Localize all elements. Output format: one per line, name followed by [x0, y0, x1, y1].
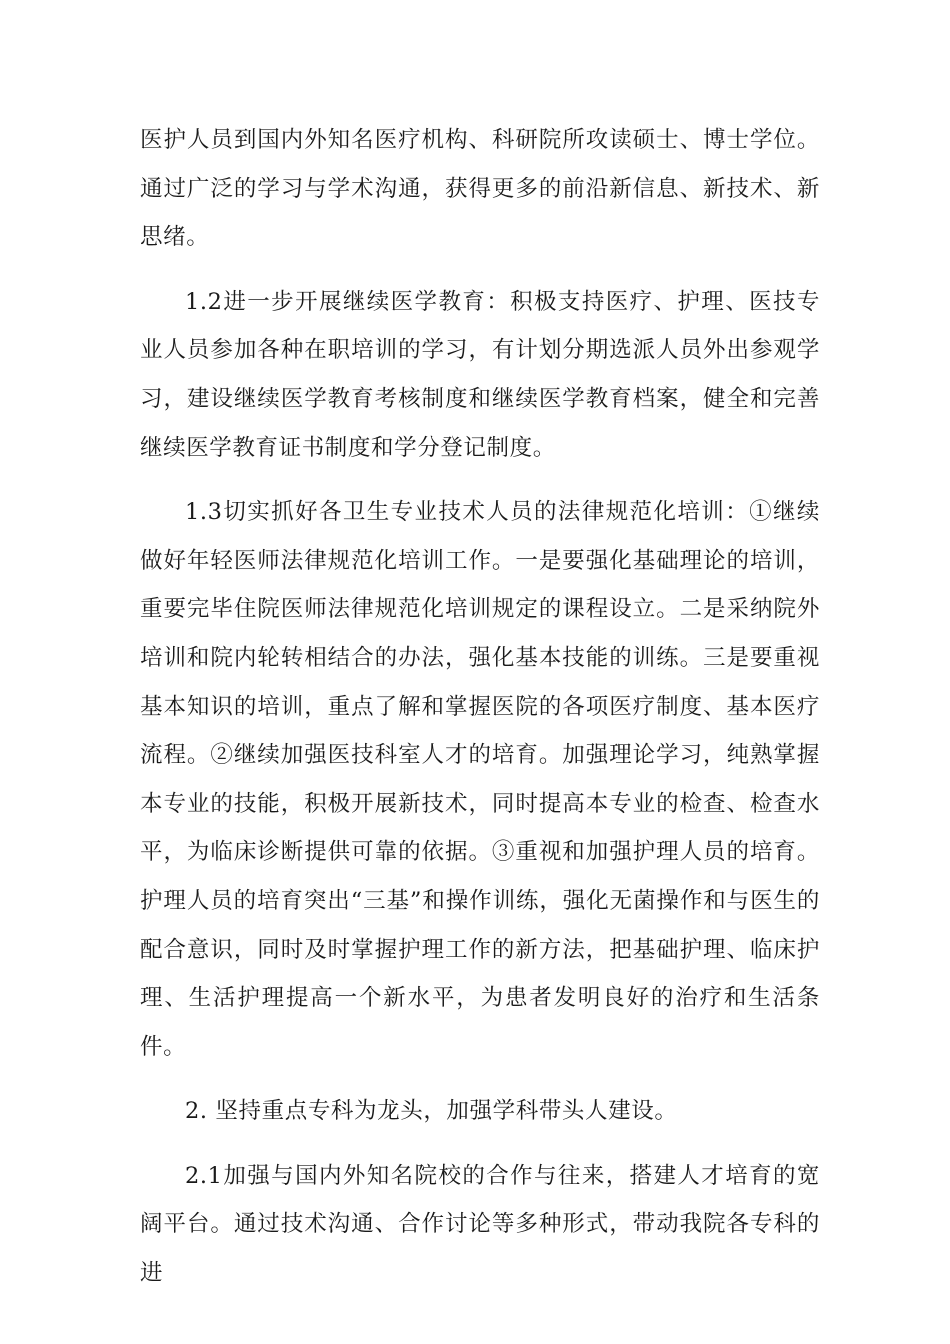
- paragraph-1-2-continuing-education: 1.2进一步开展继续医学教育：积极支持医疗、护理、医技专业人员参加各种在职培训的学习，有计划分期选派人员外出参观学习，建设继续医学教育考核制度和继续医学教育档案，健全和完善继续医学教育证书制度和学分登记制度。: [140, 288, 820, 461]
- document-body: [140, 116, 820, 1298]
- paragraph-2-1-cooperation: 2.1加强与国内外知名院校的合作与往来，搭建人才培育的宽阔平台。通过技术沟通、合作讨论等多种形式，带动我院各专科的进: [140, 1162, 820, 1287]
- paragraph-continuation: 医护人员到国内外知名医疗机构、科研院所攻读硕士、博士学位。通过广泛的学习与学术沟通，获得更多的前沿新信息、新技术、新思绪。: [140, 127, 820, 251]
- section-heading-2: 2. 坚持重点专科为龙头，加强学科带头人建设。: [185, 1098, 678, 1125]
- paragraph-1-3-standardized-training: 1.3切实抓好各卫生专业技术人员的法律规范化培训：①继续做好年轻医师法律规范化培训工作。一是要强化基础理论的培训，重要完毕住院医师法律规范化培训规定的课程设立。二是采纳院外培训和院内轮转相结合的办法，强化基本技能的训练。三是要重视基本知识的培训，重点了解和掌握医院的各项医疗制度、基本医疗流程。②继续加强医技科室人才的培育。加强理论学习，纯熟掌握本专业的技能，积极开展新技术，同时提高本专业的检查、检查水平，为临床诊断提供可靠的依据。③重视和加强护理人员的培育。护理人员的培育突出“三基”和操作训练，强化无菌操作和与医生的配合意识，同时及时掌握护理工作的新方法，把基础护理、临床护理、生活护理提高一个新水平，为患者发明良好的治疗和生活条件。: [140, 499, 820, 1060]
